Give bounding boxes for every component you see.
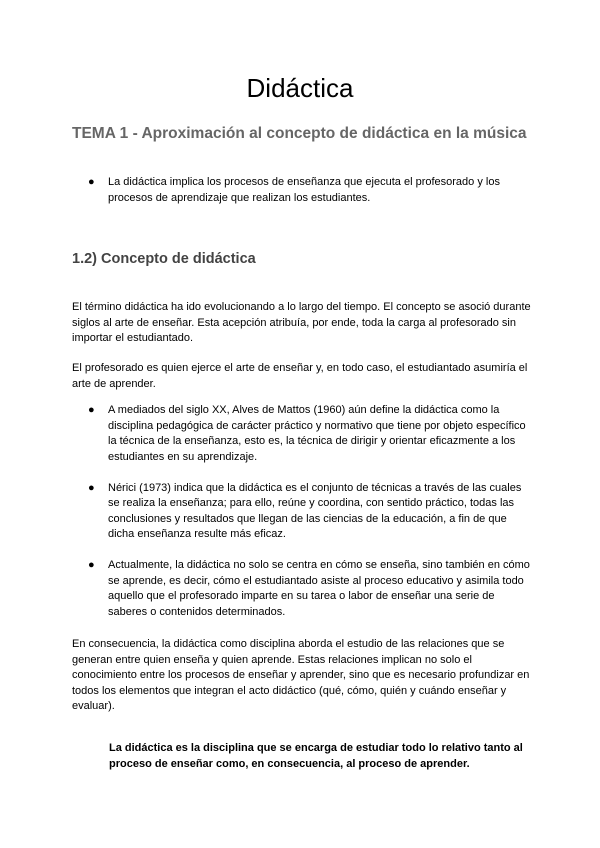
intro-bullet-item xyxy=(72,175,532,206)
bullet-icon: ● xyxy=(88,176,95,188)
section-heading: 1.2) Concepto de didáctica xyxy=(72,251,256,267)
definition-bullet-text: A mediados del siglo XX, Alves de Mattos (1960) aún define la didáctica como la disciplina pedagógica de carácter práctico y normativo que tiene por objeto específico la técnica de la enseñanza, esto es, la técnica de dirigir y orientar eficazmente a los estudiantes en su aprendizaje. xyxy=(108,404,526,463)
paragraph-consecuencia: En consecuencia, la didáctica como disciplina aborda el estudio de las relaciones que se generan entre quien enseña y quien aprende. Estas relaciones implican no solo el conocimiento entre los procesos de enseñar y aprender, sino que es necesario profundizar en todos los elementos que integran el acto didáctico (qué, cómo, quién y cuándo enseñar y evaluar). xyxy=(72,638,530,712)
bullet-icon: ● xyxy=(88,559,95,571)
definition-bullet-item xyxy=(72,558,532,620)
definition-bullet-item xyxy=(72,403,532,465)
intro-bullet-text: La didáctica implica los procesos de enseñanza que ejecuta el profesorado y los procesos de aprendizaje que realizan los estudiantes. xyxy=(108,176,500,204)
bullet-icon: ● xyxy=(88,404,95,416)
paragraph-evolution: El término didáctica ha ido evolucionando a lo largo del tiempo. El concepto se asoció durante siglos al arte de enseñar. Esta acepción atribuía, por ende, toda la carga al profesorado sin importar el estudiantado. xyxy=(72,301,531,344)
intro-bullet-list xyxy=(72,175,532,206)
definitions-bullet-list xyxy=(72,403,532,620)
bullet-icon: ● xyxy=(88,481,95,494)
conclusion-statement: La didáctica es la disciplina que se encarga de estudiar todo lo relativo tanto al proceso de enseñar como, en consecuencia, al proceso de aprender. xyxy=(109,742,523,770)
definition-bullet-item xyxy=(72,481,532,543)
definition-bullet-text: Nérici (1973) indica que la didáctica es el conjunto de técnicas a través de las cuales se realiza la enseñanza; para ello, reúne y coordina, con sentido práctico, todas las conclusiones y resultados que llegan de las ciencias de la educación, a fin de que dicha enseñanza resulte más eficaz. xyxy=(108,481,522,540)
document-title: Didáctica xyxy=(246,73,354,103)
document-subtitle: TEMA 1 - Aproximación al concepto de didáctica en la música xyxy=(72,125,527,142)
definition-bullet-text: Actualmente, la didáctica no solo se centra en cómo se enseña, sino también en cómo se aprende, es decir, cómo el estudiantado asiste al proceso educativo y asimila todo aquello que el profesorado imparte en su tarea o labor de enseñar una serie de saberes o contenidos determinados. xyxy=(108,559,530,618)
paragraph-profesorado: El profesorado es quien ejerce el arte de enseñar y, en todo caso, el estudiantado asumiría el arte de aprender. xyxy=(72,362,528,390)
